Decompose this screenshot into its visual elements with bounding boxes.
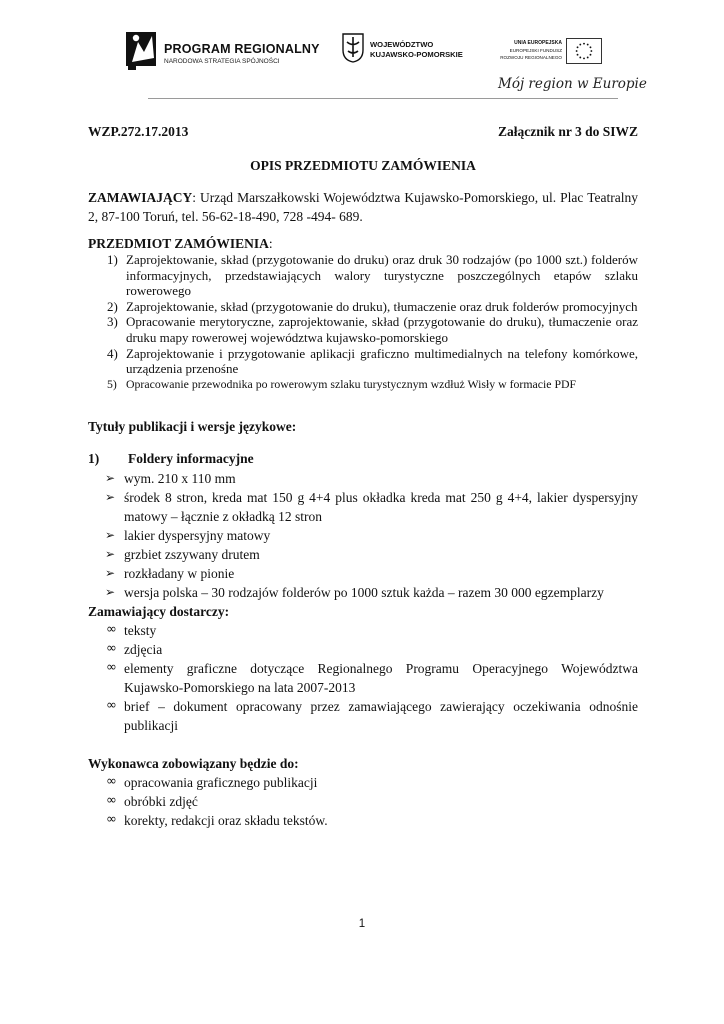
- przedmiot-list: [88, 252, 638, 392]
- arrow-bullet-icon: ➢: [105, 566, 116, 581]
- list-item-text: Opracowanie merytoryczne, zaprojektowanie, skład (przygotowanie do druku), tłumaczenie oraz druku mapy rowerowej województwa kujawsko-pomorskiego: [126, 314, 638, 345]
- list-number: 4): [107, 345, 118, 361]
- eu-logo: [496, 38, 610, 70]
- dostarczy-list: [88, 621, 638, 735]
- przedmiot-colon: :: [268, 236, 273, 251]
- arrow-bullet-icon: ➢: [105, 547, 116, 562]
- item1-spec-list: [88, 469, 638, 602]
- list-item-text: grzbiet zszywany drutem: [124, 547, 260, 563]
- list-item-text: Zaprojektowanie, skład (przygotowanie do druku) oraz druk 30 rodzajów (po 1000 szt.) folderów informacyjnych, przedstawiających walory turystyczne poszczególnych etapów szlaku rowerowego: [126, 252, 638, 299]
- list-item: [88, 346, 638, 377]
- document-title: OPIS PRZEDMIOTU ZAMÓWIENIA: [250, 158, 476, 173]
- list-item: [88, 792, 638, 811]
- dostarczy-heading: Zamawiający dostarczy:: [88, 604, 230, 620]
- zamawiajacy-text: : Urząd Marszałkowski Województwa Kujawsko-Pomorskiego, ul. Plac Teatralny 2, 87-100 Toruń, tel. 56-62-18-490, 728 -494- 689.: [88, 190, 638, 224]
- item1-heading: [88, 451, 638, 469]
- zamawiajacy-paragraph: [88, 188, 638, 226]
- list-item: [88, 488, 638, 526]
- wojewodztwo-line-1: WOJEWÓDZTWO: [370, 40, 434, 49]
- list-item: [88, 697, 638, 735]
- list-item: [88, 564, 638, 583]
- list-item: [88, 659, 638, 697]
- list-item: [88, 640, 638, 659]
- list-item: [88, 252, 638, 299]
- infinity-bullet-icon: ∞: [106, 698, 117, 714]
- infinity-bullet-icon: ∞: [106, 641, 117, 657]
- list-item: [88, 469, 638, 488]
- list-item-text: lakier dyspersyjny matowy: [124, 528, 271, 544]
- arrow-bullet-icon: ➢: [105, 585, 116, 600]
- program-regionalny-logo: [124, 28, 320, 72]
- list-item-text: wersja polska – 30 rodzajów folderów po 1000 sztuk każda – razem 30 000 egzemplarzy: [124, 585, 604, 601]
- zamawiajacy-label: ZAMAWIAJĄCY: [88, 190, 193, 205]
- program-regionalny-title: PROGRAM REGIONALNY: [164, 42, 320, 56]
- list-item-text: rozkładany w pionie: [124, 566, 235, 582]
- eu-line-1: UNIA EUROPEJSKA: [514, 40, 562, 46]
- item1-number: 1): [88, 451, 100, 467]
- przedmiot-label: PRZEDMIOT ZAMÓWIENIA: [88, 236, 269, 251]
- eu-line-3: ROZWOJU REGIONALNEGO: [500, 55, 562, 60]
- list-item: [88, 773, 638, 792]
- page-header: [0, 0, 724, 100]
- list-item-text: środek 8 stron, kreda mat 150 g 4+4 plus okładka kreda mat 250 g 4+4, lakier dyspersyjny matowy – łącznie z okładką 12 stron: [124, 490, 638, 525]
- list-item-text: zdjęcia: [124, 642, 163, 658]
- list-item: [88, 621, 638, 640]
- infinity-bullet-icon: ∞: [106, 812, 117, 828]
- list-item-text: elementy graficzne dotyczące Regionalnego Programu Operacyjnego Województwa Kujawsko-Pomorskiego na lata 2007-2013: [124, 661, 638, 696]
- annex-label: Załącznik nr 3 do SIWZ: [497, 124, 638, 139]
- list-item-text: opracowania graficznego publikacji: [124, 775, 318, 791]
- motto-signature: Mój region w Europie: [498, 76, 647, 92]
- list-item: [88, 545, 638, 564]
- list-item: [88, 377, 638, 393]
- list-item-text: Zaprojektowanie, skład (przygotowanie do druku), tłumaczenie oraz druk folderów promocyjnych: [126, 298, 638, 314]
- document-reference-line: [88, 124, 638, 141]
- list-item-text: obróbki zdjęć: [124, 794, 198, 810]
- page-number: 1: [358, 918, 366, 930]
- reference-number: WZP.272.17.2013: [88, 124, 189, 139]
- header-divider: [148, 98, 618, 99]
- list-item-text: Opracowanie przewodnika po rowerowym szlaku turystycznym wzdłuż Wisły w formacie PDF: [126, 376, 577, 391]
- program-regionalny-emblem-icon: [124, 28, 160, 72]
- eu-flag-icon: [566, 38, 602, 64]
- list-item: [88, 811, 638, 830]
- list-item-text: brief – dokument opracowany przez zamawiającego zawierający oczekiwania odnośnie publikacji: [124, 699, 638, 734]
- list-item-text: wym. 210 x 110 mm: [124, 471, 236, 487]
- list-item: [88, 314, 638, 345]
- list-item-text: teksty: [124, 623, 157, 639]
- list-item: [88, 299, 638, 315]
- item1-title: Foldery informacyjne: [128, 451, 254, 467]
- infinity-bullet-icon: ∞: [106, 793, 117, 809]
- list-number: 2): [107, 298, 118, 314]
- infinity-bullet-icon: ∞: [106, 774, 117, 790]
- eu-line-2: EUROPEJSKI FUNDUSZ: [509, 48, 562, 53]
- document-body: [88, 120, 638, 830]
- list-number: 3): [107, 314, 118, 330]
- list-item: [88, 583, 638, 602]
- wojewodztwo-line-2: KUJAWSKO-POMORSKIE: [370, 50, 463, 59]
- arrow-bullet-icon: ➢: [105, 490, 116, 505]
- przedmiot-heading: [88, 235, 638, 252]
- list-item-text: korekty, redakcji oraz składu tekstów.: [124, 813, 328, 829]
- wojewodztwo-logo: [342, 33, 492, 69]
- titles-section-heading: Tytuły publikacji i wersje językowe:: [88, 419, 297, 435]
- list-number: 1): [107, 252, 118, 267]
- wykonawca-heading: Wykonawca zobowiązany będzie do:: [88, 756, 299, 772]
- infinity-bullet-icon: ∞: [106, 660, 117, 676]
- list-item-text: Zaprojektowanie i przygotowanie aplikacji graficzno multimedialnych na telefony komórkowe, urządzenia przenośne: [126, 345, 638, 377]
- infinity-bullet-icon: ∞: [106, 622, 117, 638]
- voivodeship-crest-icon: [342, 33, 364, 63]
- arrow-bullet-icon: ➢: [105, 471, 116, 486]
- list-number: 5): [107, 376, 117, 391]
- list-item: [88, 526, 638, 545]
- wykonawca-list: [88, 773, 638, 830]
- program-regionalny-subtitle: NARODOWA STRATEGIA SPÓJNOŚCI: [164, 58, 280, 65]
- arrow-bullet-icon: ➢: [105, 528, 116, 543]
